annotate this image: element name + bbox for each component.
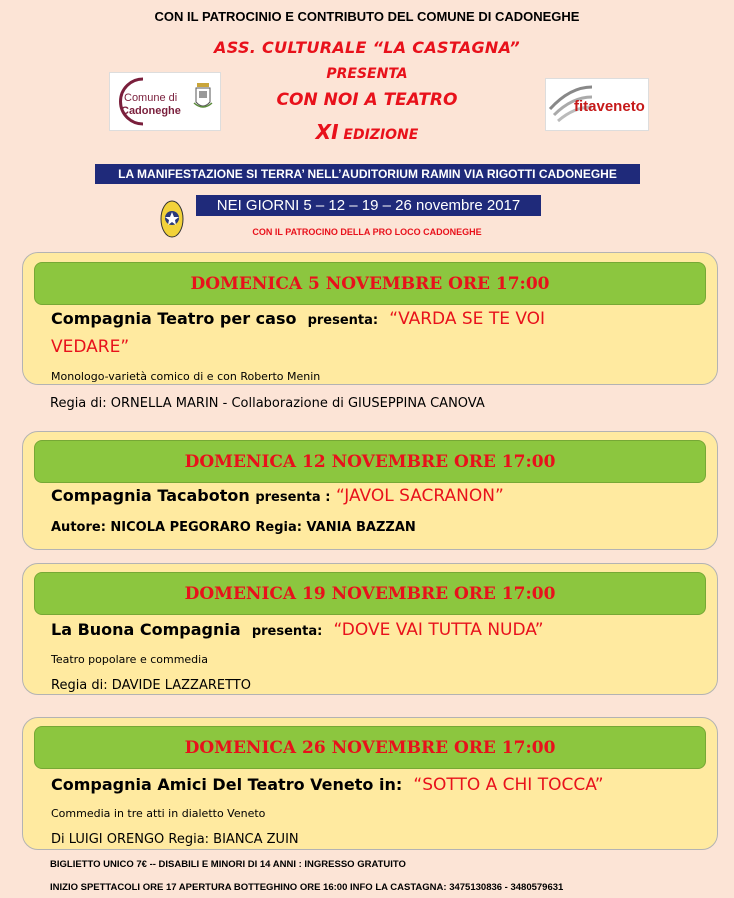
edition-word: EDIZIONE <box>343 127 419 143</box>
schedule-contact-info: INIZIO SPETTACOLI ORE 17 APERTURA BOTTEGHINO ORE 16:00 INFO LA CASTAGNA: 3475130836 - 3480579631 <box>50 882 564 893</box>
show-title-continued: VEDARE” <box>51 337 130 357</box>
edition-number: XI <box>315 120 339 144</box>
company-name: Compagnia Teatro per caso <box>51 309 297 328</box>
show-title: “DOVE VAI TUTTA NUDA” <box>333 620 544 640</box>
show-1-credits: Regia di: ORNELLA MARIN - Collaborazione di GIUSEPPINA CANOVA <box>50 396 485 411</box>
company-name: La Buona Compagnia <box>51 620 241 639</box>
association-name: ASS. CULTURALE “LA CASTAGNA” <box>214 38 520 57</box>
show-company-line <box>51 486 504 506</box>
show-company-line <box>51 309 545 329</box>
show-title: “JAVOL SACRANON” <box>335 486 504 506</box>
show-card-3 <box>22 563 718 695</box>
show-title: “VARDA SE TE VOI <box>389 309 546 329</box>
show-date: DOMENICA 12 NOVEMBRE ORE 17:00 <box>34 440 706 483</box>
ticket-info: BIGLIETTO UNICO 7€ -- DISABILI E MINORI DI 14 ANNI : INGRESSO GRATUITO <box>50 859 406 870</box>
presents-label: presenta : <box>255 490 331 505</box>
company-name: Compagnia Amici Del Teatro Veneto in: <box>51 775 403 794</box>
show-description: Commedia in tre atti in dialetto Veneto <box>51 807 266 820</box>
comune-logo-graphic <box>110 73 220 130</box>
comune-logo-line2: Cadoneghe <box>121 105 181 117</box>
show-title: “SOTTO A CHI TOCCA” <box>413 775 604 795</box>
company-name: Compagnia Tacaboton <box>51 486 250 505</box>
presents-label: presenta: <box>307 313 379 328</box>
show-credits: Autore: NICOLA PEGORARO Regia: VANIA BAZZAN <box>51 520 416 535</box>
fitaveneto-logo-graphic <box>546 79 648 130</box>
event-name: CON NOI A TEATRO <box>276 90 458 110</box>
show-date: DOMENICA 5 NOVEMBRE ORE 17:00 <box>34 262 706 305</box>
show-card-4 <box>22 717 718 850</box>
show-company-line <box>51 775 604 795</box>
show-card-2 <box>22 431 718 550</box>
show-description: Teatro popolare e commedia <box>51 653 208 666</box>
proloco-patronage: CON IL PATROCINO DELLA PRO LOCO CADONEGHE <box>252 227 482 237</box>
show-credits: Regia di: DAVIDE LAZZARETTO <box>51 678 251 693</box>
comune-logo-line1: Comune di <box>124 92 178 104</box>
presents-label: presenta: <box>251 624 323 639</box>
show-card-1 <box>22 252 718 385</box>
patronage-line: CON IL PATROCINIO E CONTRIBUTO DEL COMUNE DI CADONEGHE <box>154 9 580 24</box>
show-description: Monologo-varietà comico di e con Roberto Menin <box>51 370 321 383</box>
show-credits: Di LUIGI ORENGO Regia: BIANCA ZUIN <box>51 832 299 847</box>
venue-banner: LA MANIFESTAZIONE SI TERRA’ NELL’AUDITORIUM RAMIN VIA RIGOTTI CADONEGHE <box>95 164 640 184</box>
fitaveneto-logo <box>545 78 649 131</box>
comune-logo <box>109 72 221 131</box>
show-company-line <box>51 620 544 640</box>
show-date: DOMENICA 26 NOVEMBRE ORE 17:00 <box>34 726 706 769</box>
dates-banner: NEI GIORNI 5 – 12 – 19 – 26 novembre 2017 <box>196 195 541 216</box>
presenta-label: PRESENTA <box>326 66 408 82</box>
fitaveneto-text: fitaveneto <box>574 98 645 115</box>
show-date: DOMENICA 19 NOVEMBRE ORE 17:00 <box>34 572 706 615</box>
coat-of-arms-icon <box>194 83 212 107</box>
